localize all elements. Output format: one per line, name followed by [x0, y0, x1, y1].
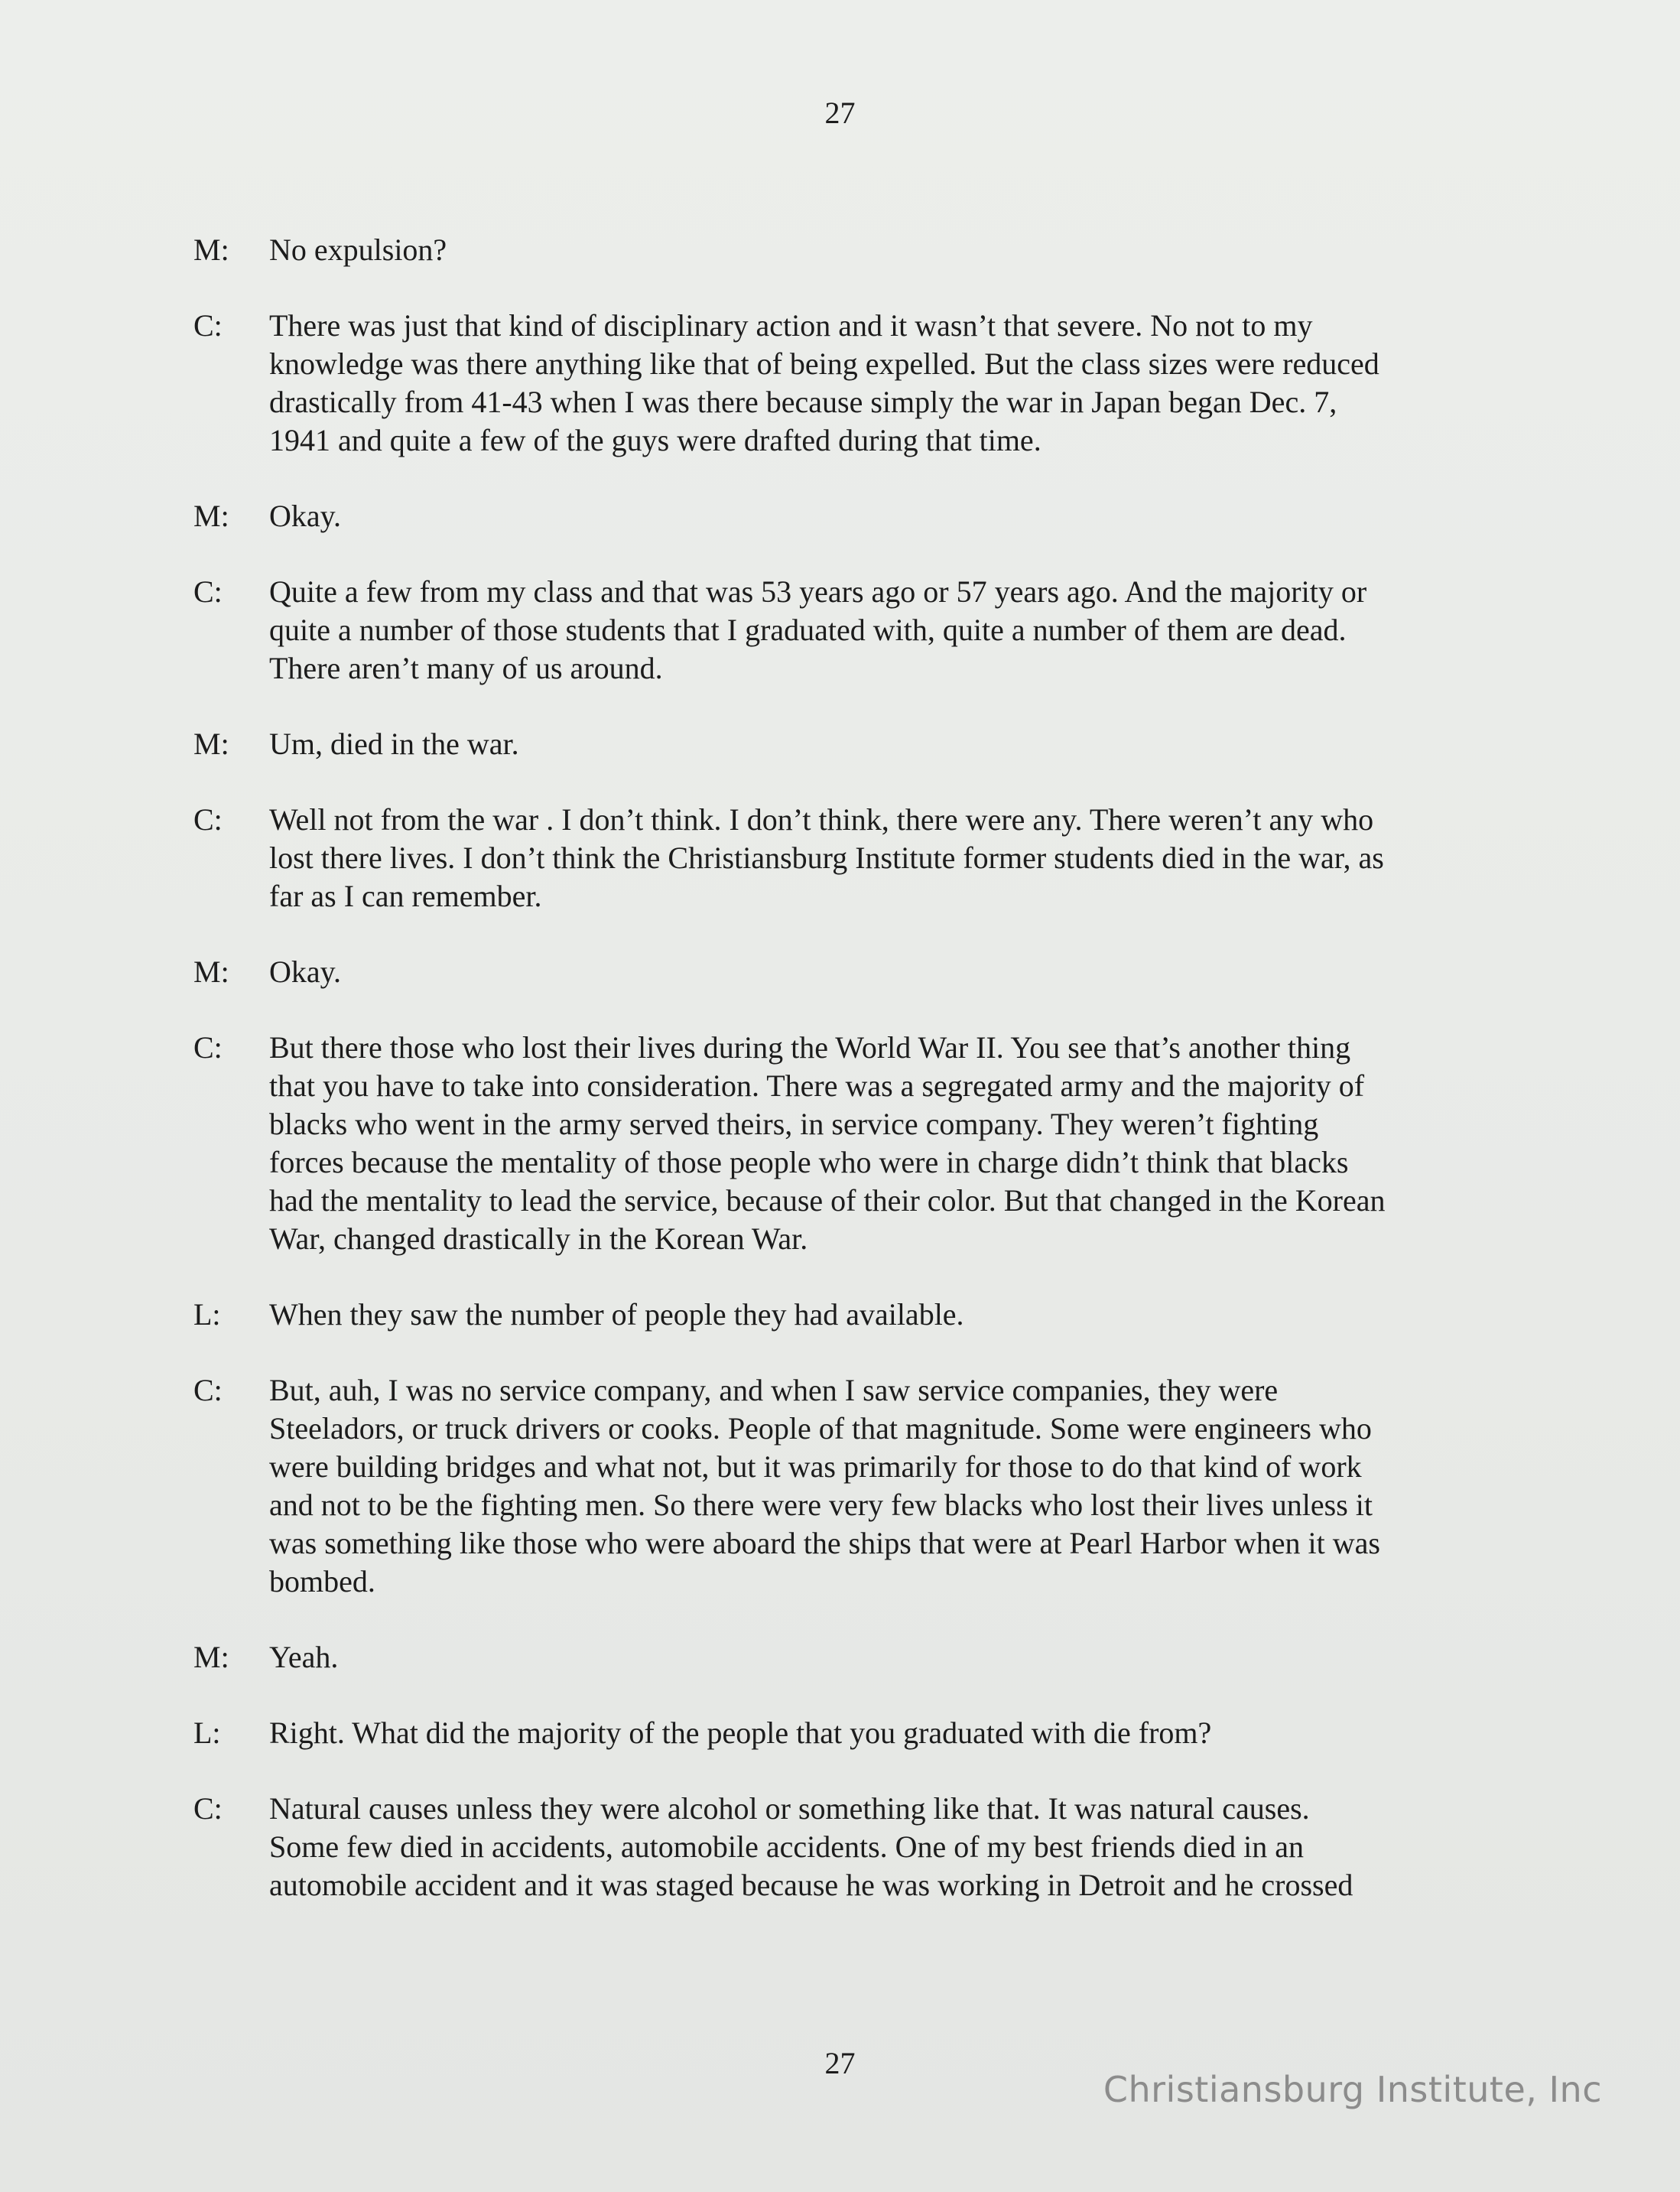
text-line: But there those who lost their lives during the World War II. You see that’s another thing: [269, 1030, 1351, 1065]
transcript-entry: [193, 573, 1493, 688]
text-line: was something like those who were aboard the ships that were at Pearl Harbor when it was: [269, 1526, 1380, 1560]
text-line: and not to be the fighting men. So there were very few blacks who lost their lives unless it: [269, 1488, 1373, 1522]
text-line: Quite a few from my class and that was 53 years ago or 57 years ago. And the majority or: [269, 574, 1367, 609]
speaker-label: M:: [193, 727, 229, 761]
speaker-label: M:: [193, 499, 229, 533]
utterance-text: [269, 725, 1493, 763]
speaker-label: C:: [193, 1030, 223, 1065]
transcript-entry: [193, 725, 1493, 763]
text-line: But, auh, I was no service company, and when I saw service companies, they were: [269, 1373, 1279, 1407]
page-number-bottom: 27: [824, 2046, 856, 2080]
text-line: No expulsion?: [269, 233, 447, 267]
text-line: automobile accident and it was staged because he was working in Detroit and he crossed: [269, 1868, 1353, 1902]
transcript-entry: [193, 801, 1493, 916]
text-line: that you have to take into consideration. There was a segregated army and the majority of: [269, 1068, 1365, 1103]
transcript-entry: [193, 1638, 1493, 1677]
transcript-entry: [193, 953, 1493, 991]
speaker-label: C:: [193, 308, 223, 343]
text-line: knowledge was there anything like that of being expelled. But the class sizes were reduced: [269, 346, 1379, 381]
text-line: War, changed drastically in the Korean War.: [269, 1221, 808, 1256]
utterance-text: [269, 573, 1493, 688]
transcript-entry: [193, 497, 1493, 535]
text-line: Um, died in the war.: [269, 727, 519, 761]
text-line: Okay.: [269, 955, 342, 989]
text-line: had the mentality to lead the service, because of their color. But that changed in the Korean: [269, 1183, 1386, 1218]
text-line: Yeah.: [269, 1640, 339, 1674]
text-line: There aren’t many of us around.: [269, 651, 663, 685]
page-number-top: 27: [824, 96, 856, 130]
text-line: Some few died in accidents, automobile accidents. One of my best friends died in an: [269, 1829, 1304, 1864]
text-line: Well not from the war . I don’t think. I don’t think, there were any. There weren’t any who: [269, 802, 1374, 837]
transcript-entry: [193, 1714, 1493, 1752]
text-line: forces because the mentality of those people who were in charge didn’t think that blacks: [269, 1145, 1349, 1179]
speaker-label: C:: [193, 1373, 223, 1407]
utterance-text: [269, 1714, 1493, 1752]
speaker-label: L:: [193, 1297, 221, 1332]
text-line: When they saw the number of people they had available.: [269, 1297, 964, 1332]
text-line: blacks who went in the army served theirs, in service company. They weren’t fighting: [269, 1107, 1319, 1141]
utterance-text: [269, 231, 1493, 269]
speaker-label: C:: [193, 802, 223, 837]
speaker-label: M:: [193, 233, 229, 267]
text-line: lost there lives. I don’t think the Christiansburg Institute former students died in the war, as: [269, 841, 1384, 875]
utterance-text: [269, 801, 1493, 916]
text-line: Natural causes unless they were alcohol or something like that. It was natural causes.: [269, 1791, 1310, 1826]
utterance-text: [269, 953, 1493, 991]
transcript-entry: [193, 1790, 1493, 1904]
transcript: [193, 231, 1493, 1942]
text-line: Right. What did the majority of the people that you graduated with die from?: [269, 1716, 1212, 1750]
text-line: were building bridges and what not, but it was primarily for those to do that kind of work: [269, 1449, 1362, 1484]
utterance-text: [269, 1638, 1493, 1677]
transcript-entry: [193, 307, 1493, 460]
utterance-text: [269, 1296, 1493, 1334]
speaker-label: C:: [193, 574, 223, 609]
speaker-label: M:: [193, 955, 229, 989]
utterance-text: [269, 497, 1493, 535]
utterance-text: [269, 307, 1493, 460]
utterance-text: [269, 1371, 1493, 1601]
speaker-label: C:: [193, 1791, 223, 1826]
transcript-entry: [193, 231, 1493, 269]
text-line: quite a number of those students that I graduated with, quite a number of them are dead.: [269, 613, 1347, 647]
text-line: There was just that kind of disciplinary action and it wasn’t that severe. No not to my: [269, 308, 1313, 343]
transcript-entry: [193, 1029, 1493, 1258]
utterance-text: [269, 1790, 1493, 1904]
transcript-entry: [193, 1371, 1493, 1601]
speaker-label: L:: [193, 1716, 221, 1750]
text-line: drastically from 41-43 when I was there because simply the war in Japan began Dec. 7,: [269, 385, 1337, 419]
transcript-entry: [193, 1296, 1493, 1334]
text-line: Steeladors, or truck drivers or cooks. People of that magnitude. Some were engineers who: [269, 1411, 1372, 1446]
text-line: Okay.: [269, 499, 342, 533]
watermark: Christiansburg Institute, Inc: [1103, 2069, 1602, 2110]
utterance-text: [269, 1029, 1493, 1258]
text-line: far as I can remember.: [269, 879, 542, 913]
speaker-label: M:: [193, 1640, 229, 1674]
text-line: bombed.: [269, 1564, 375, 1598]
text-line: 1941 and quite a few of the guys were drafted during that time.: [269, 423, 1041, 457]
